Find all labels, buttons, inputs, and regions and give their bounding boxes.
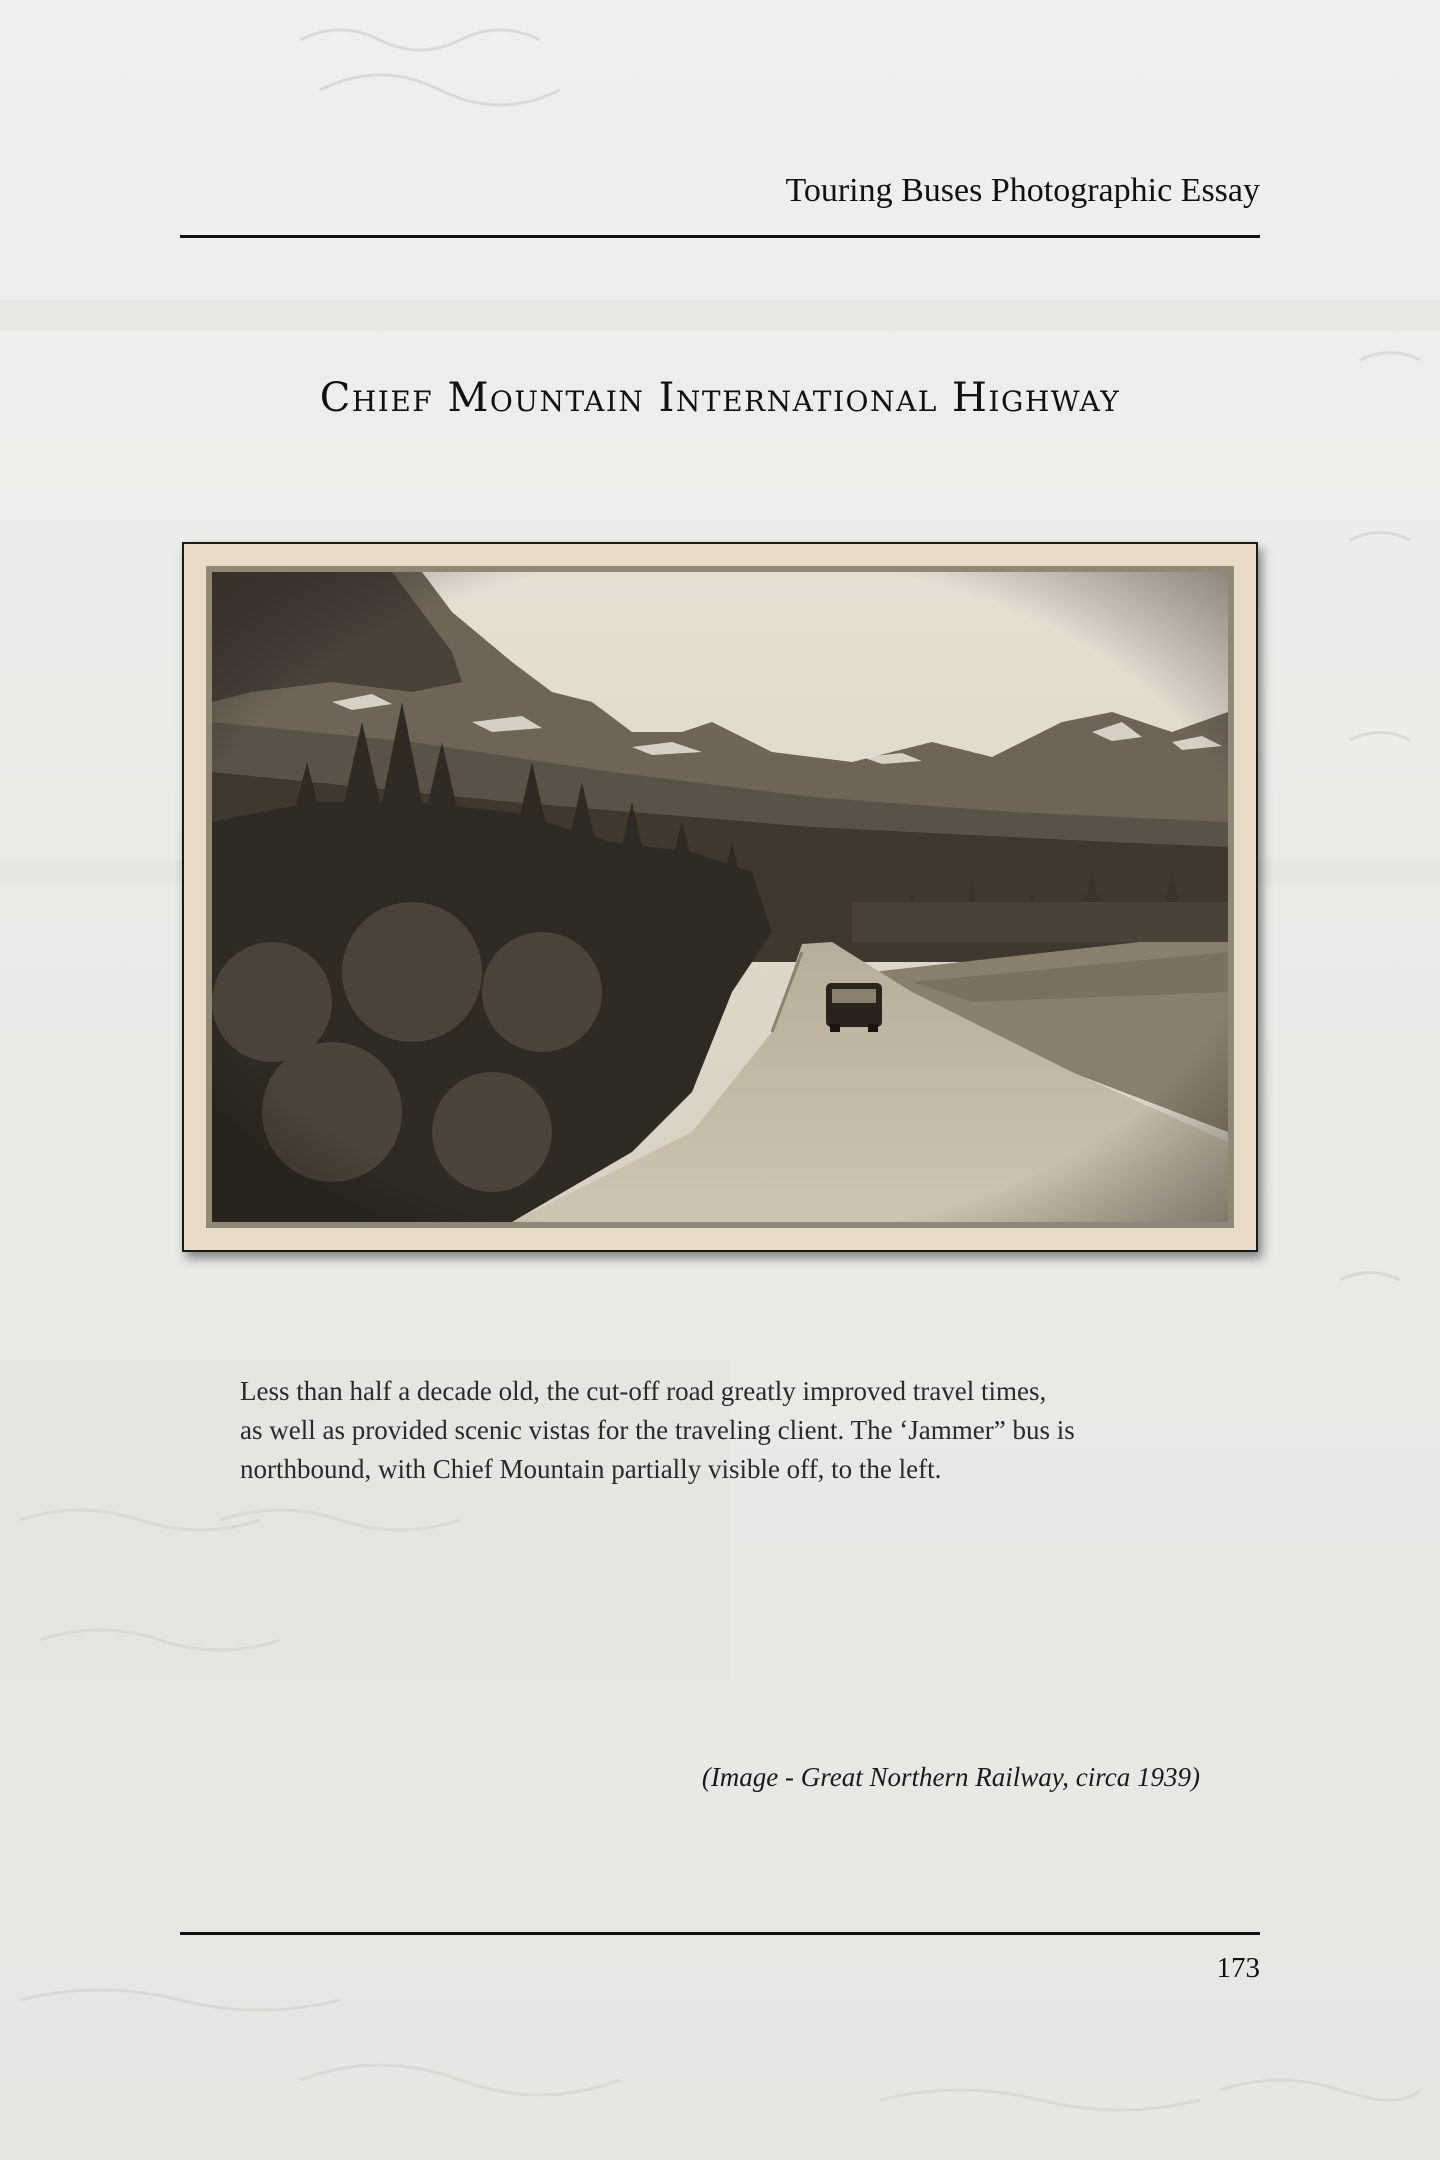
- image-credit: (Image - Great Northern Railway, circa 1939): [701, 1762, 1200, 1792]
- running-header-title: Touring Buses Photographic Essay: [785, 172, 1260, 209]
- chapter-title: Chief Mountain International Highway: [319, 374, 1121, 421]
- footer-rule: [180, 1932, 1260, 1935]
- caption-line: Less than half a decade old, the cut-off road greatly improved travel times,: [240, 1376, 1047, 1406]
- header-rule: [180, 235, 1260, 238]
- caption-line: northbound, with Chief Mountain partially visible off, to the left.: [240, 1454, 942, 1484]
- caption-line: as well as provided scenic vistas for the traveling client. The ‘Jammer” bus is: [240, 1415, 1075, 1445]
- road-bus-photograph: [184, 544, 1256, 1250]
- photograph-frame: [182, 542, 1258, 1252]
- page-number: 173: [1216, 1952, 1260, 1984]
- photo-caption: [240, 1372, 1220, 1489]
